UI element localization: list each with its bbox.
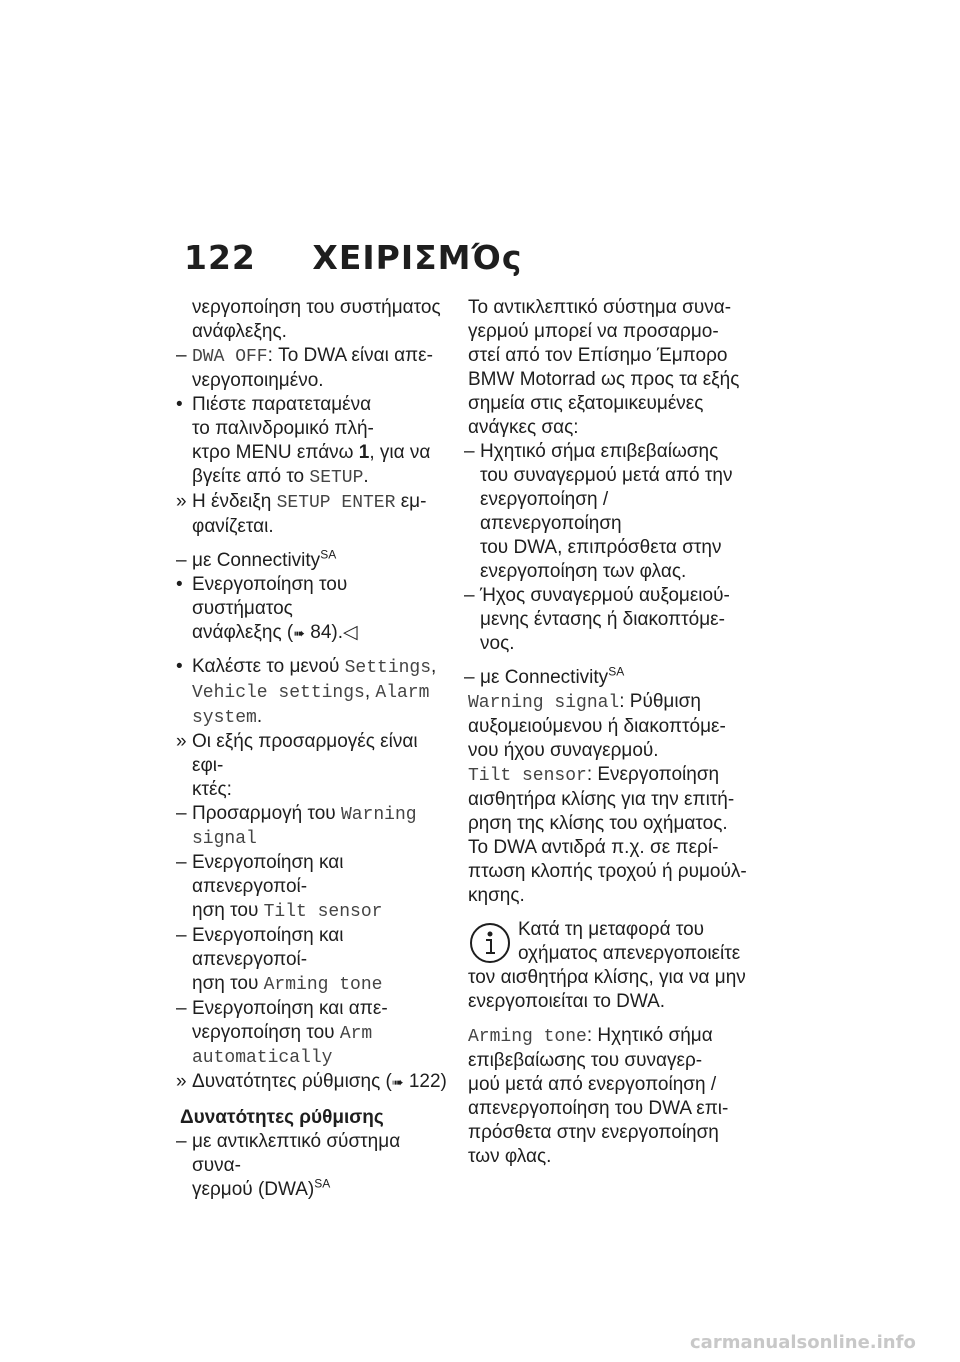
dash-marker: – xyxy=(176,925,187,946)
setting-description xyxy=(468,690,748,763)
text-line: πρόσθετα στην ενεργοποίηση xyxy=(468,1122,719,1143)
result-item xyxy=(176,1070,452,1094)
result-marker: » xyxy=(176,731,187,752)
setting-description xyxy=(468,1024,748,1169)
text-segment: : Ενεργοποίηση xyxy=(586,764,720,785)
page-number: 122 xyxy=(184,238,256,277)
text-line: στεί από τον Επίσημο Έμπορο xyxy=(468,345,728,366)
text-segment: Καλέστε το μενού xyxy=(192,656,345,677)
text-segment: : Το DWA είναι απε- xyxy=(267,345,433,366)
text-segment: γερμού (DWA) xyxy=(192,1179,315,1200)
text-line xyxy=(192,1021,452,1046)
text-segment: . xyxy=(363,466,369,487)
text-line xyxy=(192,802,452,827)
sa-mark: SA xyxy=(314,1176,331,1191)
list-item xyxy=(176,997,452,1070)
display-code: signal xyxy=(192,829,257,849)
setting-description xyxy=(468,763,748,908)
dash-marker: – xyxy=(176,998,187,1019)
bullet-marker: • xyxy=(176,574,183,595)
dash-marker: – xyxy=(176,1131,187,1152)
text-line: φανίζεται. xyxy=(192,516,274,537)
text-line: μού μετά από ενεργοποίηση / xyxy=(468,1074,717,1095)
display-code: Settings xyxy=(344,658,432,678)
display-code: Warning signal xyxy=(468,693,620,713)
bullet-marker: • xyxy=(176,656,183,677)
left-column xyxy=(176,296,452,1202)
list-item xyxy=(176,924,452,997)
text-line: του συναγερμού μετά από την xyxy=(480,465,733,486)
text-line xyxy=(468,1024,748,1049)
text-line: αισθητήρα κλίσης για την επιτή- xyxy=(468,789,735,810)
dash-marker: – xyxy=(176,803,187,824)
text-segment: 84).◁ xyxy=(304,622,358,643)
info-icon xyxy=(468,920,512,966)
text-segment: ηση του xyxy=(192,900,264,921)
text-line: Ενεργοποίηση και απε- xyxy=(192,998,388,1019)
list-item xyxy=(464,584,748,656)
text-line xyxy=(192,441,452,465)
text-line: σημεία στις εξατομικευμένες xyxy=(468,393,704,414)
text-line: κτές: xyxy=(192,779,232,800)
text-segment: Δυνατότητες ρύθμισης ( xyxy=(192,1071,392,1092)
display-code: Alarm xyxy=(375,683,430,703)
text-line: τον αισθητήρα κλίσης, για να μην xyxy=(468,967,746,988)
text-line xyxy=(192,680,452,705)
text-line: ανάφλεξης. xyxy=(192,321,287,342)
text-line: νου ήχου συναγερμού. xyxy=(468,740,659,761)
page-ref-arrow-icon: ➠ xyxy=(293,625,305,641)
text-line: Πιέστε παρατεταμένα xyxy=(192,394,372,415)
list-item xyxy=(176,851,452,924)
text-line: ενεργοποίηση των φλας. xyxy=(480,561,687,582)
text-segment: νεργοποίηση του xyxy=(192,1022,340,1043)
text-line: με αντικλεπτικό σύστημα συνα- xyxy=(192,1131,401,1176)
text-segment: 122) xyxy=(403,1071,447,1092)
sa-mark: SA xyxy=(608,664,625,679)
list-item xyxy=(464,664,748,690)
display-code: DWA OFF xyxy=(192,347,268,367)
text-line: Ηχητικό σήμα επιβεβαίωσης xyxy=(480,441,719,462)
text-segment: . xyxy=(256,706,263,727)
text-line: ενεργοποιείται το DWA. xyxy=(468,991,666,1012)
text-segment: με Connectivity xyxy=(480,667,609,688)
bullet-item xyxy=(176,655,452,730)
text-line xyxy=(468,690,748,715)
text-line xyxy=(192,655,452,680)
bullet-item xyxy=(176,573,452,645)
text-line: νος. xyxy=(480,633,515,654)
dash-marker: – xyxy=(464,585,475,606)
text-segment: , για να xyxy=(369,442,431,463)
text-line: του DWA, επιπρόσθετα στην xyxy=(480,537,722,558)
watermark: carmanualsonline.info xyxy=(690,1332,916,1353)
text-line: ανάγκες σας: xyxy=(468,417,579,438)
page-header xyxy=(184,238,522,277)
reference-number: 1 xyxy=(358,442,370,463)
page-ref-arrow-icon: ➠ xyxy=(391,1074,404,1090)
text-segment: βγείτε από το xyxy=(192,466,310,487)
bullet-marker: • xyxy=(176,394,183,415)
text-segment: Η ένδειξη xyxy=(192,491,277,512)
dash-marker: – xyxy=(176,345,187,366)
display-code: system xyxy=(192,708,257,728)
text-line: επιβεβαίωσης του συναγερ- xyxy=(468,1050,703,1071)
intro-paragraph xyxy=(468,296,748,440)
text-segment: με Connectivity xyxy=(192,550,321,571)
info-note xyxy=(468,918,748,1014)
text-line: Το αντικλεπτικό σύστημα συνα- xyxy=(468,297,732,318)
result-item xyxy=(176,730,452,802)
text-line: Ενεργοποίηση και απενεργοποί- xyxy=(192,852,344,897)
text-line: Κατά τη μεταφορά του xyxy=(518,919,705,940)
list-item xyxy=(464,440,748,584)
result-marker: » xyxy=(176,1071,187,1092)
text-line: οχήματος απενεργοποιείτε xyxy=(518,943,741,964)
display-code: Vehicle settings xyxy=(192,683,365,703)
text-line: γερμού μπορεί να προσαρμο- xyxy=(468,321,719,342)
text-line xyxy=(192,1178,452,1202)
display-code: Warning xyxy=(340,805,417,825)
display-code: Tilt sensor xyxy=(468,766,587,786)
dash-marker: – xyxy=(176,852,187,873)
sa-mark: SA xyxy=(320,547,337,562)
text-line: το παλινδρομικό πλή- xyxy=(192,418,374,439)
text-line: Το DWA αντιδρά π.χ. σε περί- xyxy=(468,837,719,858)
text-line xyxy=(192,972,452,997)
display-code: Arming tone xyxy=(263,975,383,995)
result-item xyxy=(176,490,452,539)
text-line: πτωση κλοπής τροχού ή ρυμούλ- xyxy=(468,861,747,882)
text-line: νεργοποίηση του συστήματος xyxy=(192,297,441,318)
text-segment: : Ρύθμιση xyxy=(619,691,701,712)
text-segment: : Ηχητικό σήμα xyxy=(586,1025,713,1046)
text-line: απενεργοποίηση του DWA επι- xyxy=(468,1098,729,1119)
text-line xyxy=(468,763,748,788)
dash-marker: – xyxy=(464,441,475,462)
text-segment: κτρο MENU επάνω xyxy=(192,442,359,463)
section-heading: Δυνατότητες ρύθμισης xyxy=(180,1107,384,1128)
display-code: SETUP ENTER xyxy=(276,493,396,513)
result-marker: » xyxy=(176,491,187,512)
text-line: Οι εξής προσαρμογές είναι εφι- xyxy=(192,731,418,776)
list-item xyxy=(176,547,452,573)
text-line: Ήχος συναγερμού αυξομειού- xyxy=(480,585,730,606)
list-item xyxy=(176,1130,452,1202)
text-line xyxy=(192,899,452,924)
text-segment: Προσαρμογή του xyxy=(192,803,341,824)
text-segment: ηση του xyxy=(192,973,264,994)
text-segment: ανάφλεξης ( xyxy=(192,622,294,643)
bullet-item xyxy=(176,393,452,490)
dash-marker: – xyxy=(464,667,475,688)
text-line: ενεργοποίηση / απενεργοποίηση xyxy=(480,489,622,534)
text-segment: , xyxy=(431,656,437,677)
display-code: Arming tone xyxy=(468,1027,587,1047)
text-line: νεργοποιημένο. xyxy=(192,370,324,391)
text-line: αυξομειούμενου ή διακοπτόμε- xyxy=(468,716,726,737)
text-line: Ενεργοποίηση του συστήματος xyxy=(192,574,348,619)
dash-marker: – xyxy=(176,550,187,571)
text-line xyxy=(192,465,452,490)
text-line: Ενεργοποίηση και απενεργοποί- xyxy=(192,925,344,970)
display-code: SETUP xyxy=(309,468,364,488)
text-line: μενης έντασης ή διακοπτόμε- xyxy=(480,609,725,630)
display-code: automatically xyxy=(192,1048,333,1068)
text-line: κησης. xyxy=(468,885,525,906)
text-segment: εμ- xyxy=(395,491,427,512)
text-segment: , xyxy=(364,681,376,702)
text-line xyxy=(192,490,452,515)
chapter-title: ΧΕΙΡΙΣΜΌς xyxy=(312,238,523,277)
text-line: BMW Motorrad ως προς τα εξής xyxy=(468,369,740,390)
right-column xyxy=(464,296,748,1169)
text-line xyxy=(192,621,452,645)
display-code: Tilt sensor xyxy=(263,902,383,922)
text-line: ρηση της κλίσης του οχήματος. xyxy=(468,813,728,834)
list-item xyxy=(176,802,452,851)
list-item xyxy=(176,344,452,369)
text-line: των φλας. xyxy=(468,1146,552,1167)
display-code: Arm xyxy=(339,1024,373,1044)
text-line xyxy=(192,705,452,730)
